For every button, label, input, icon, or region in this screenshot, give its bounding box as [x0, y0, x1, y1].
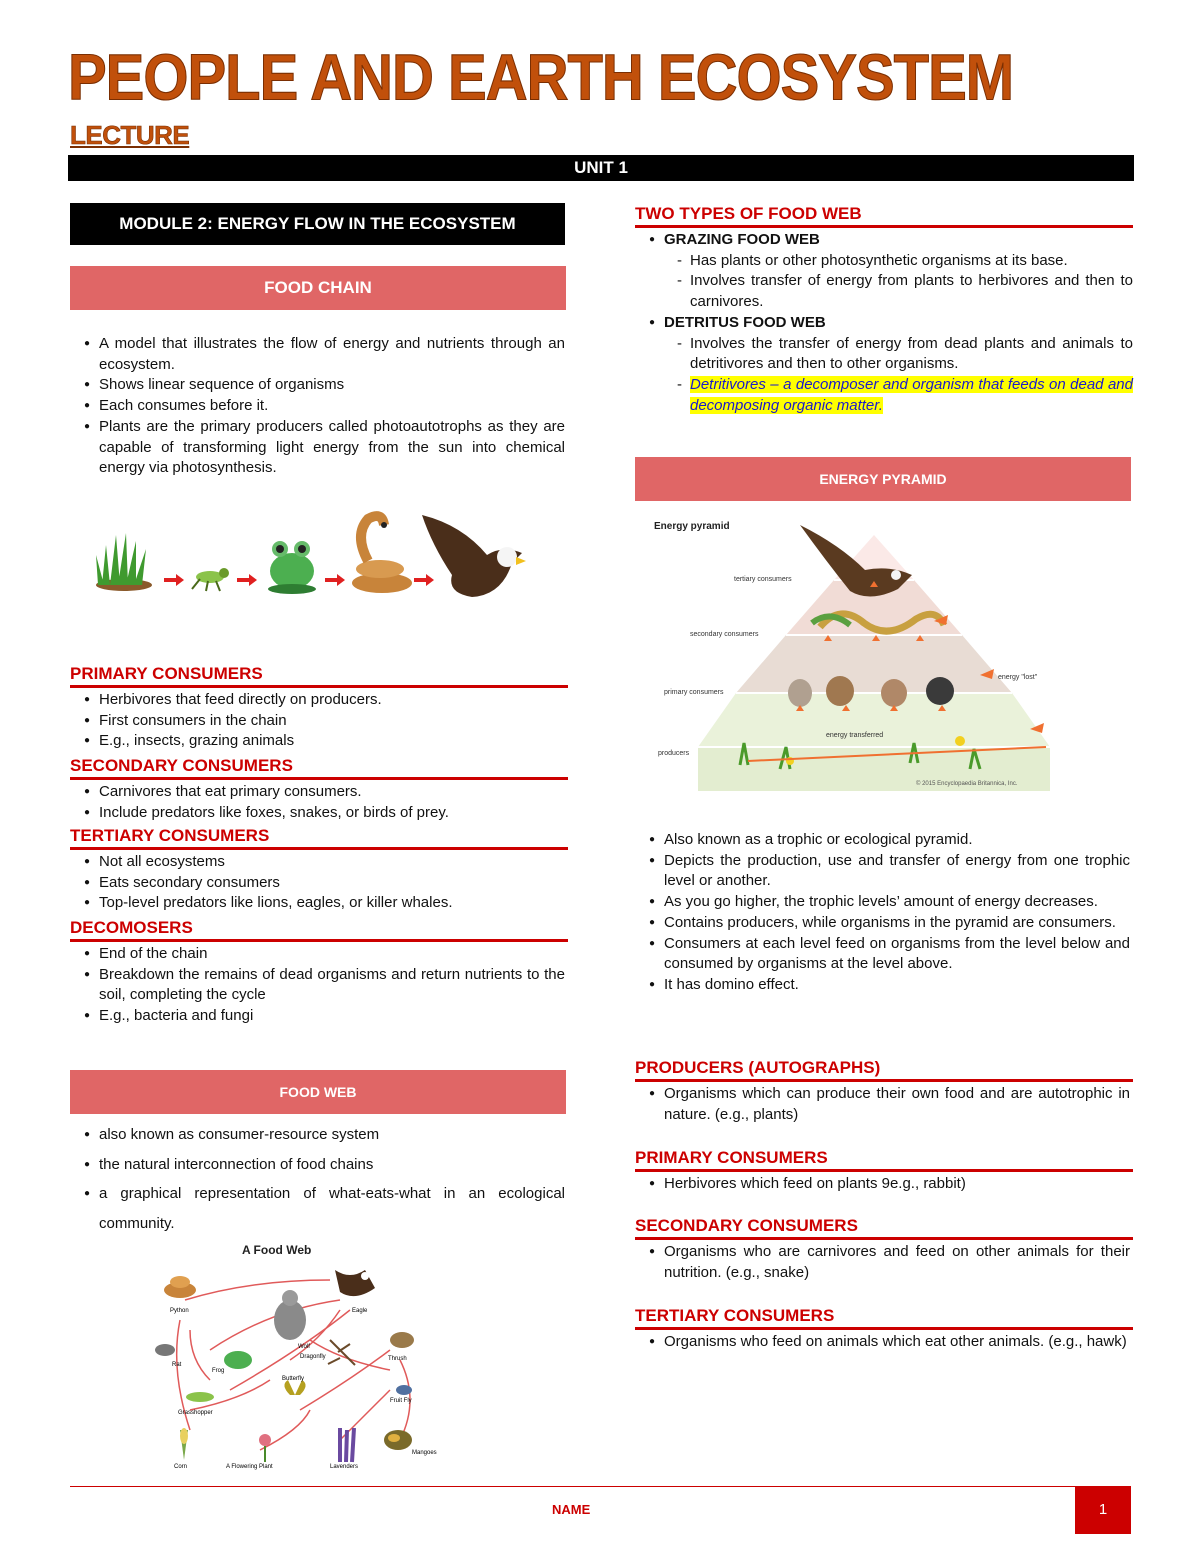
food-chain-list [70, 334, 565, 479]
footer-divider [70, 1486, 1130, 1487]
frog-icon [268, 541, 316, 594]
list-item: ● GRAZING FOOD WEB [635, 230, 1130, 251]
right-secondary-consumers-section [635, 1216, 1133, 1283]
unit-bar: UNIT 1 [68, 155, 1134, 181]
flowering-plant-icon [259, 1434, 271, 1462]
svg-text:© 2015 Encyclopaedia Britannic: © 2015 Encyclopaedia Britannica, Inc. [916, 781, 1018, 787]
list-item: ● A model that illustrates the flow of energy and nutrients through an ecosystem. [70, 334, 565, 375]
svg-text:energy transferred: energy transferred [826, 732, 884, 739]
svg-text:Thrush: Thrush [388, 1356, 407, 1362]
sub-item: - Has plants or other photosynthetic organisms at its base. [635, 251, 1133, 272]
sub-item: - Involves transfer of energy from plants to herbivores and then to carnivores. [635, 271, 1133, 312]
svg-text:secondary consumers: secondary consumers [690, 631, 759, 638]
list-item: ● Not all ecosystems [70, 852, 565, 873]
section-heading: SECONDARY CONSUMERS [635, 1216, 1133, 1240]
list-item: ● Organisms who feed on animals which eat other animals. (e.g., hawk) [635, 1332, 1130, 1353]
food-chain-illustration [92, 505, 532, 605]
svg-text:producers: producers [658, 750, 690, 757]
corn-icon [180, 1428, 188, 1460]
svg-text:primary consumers: primary consumers [664, 689, 724, 696]
svg-text:Python: Python [170, 1308, 189, 1314]
section-heading: PRODUCERS (AUTOGRAPHS) [635, 1058, 1133, 1082]
producers-section [635, 1058, 1133, 1125]
sub-item: - Involves the transfer of energy from dead plants and animals to detritivores and then to other organisms. [635, 334, 1133, 375]
list-item: ● It has domino effect. [635, 975, 1130, 996]
svg-text:Corn: Corn [174, 1464, 188, 1470]
list-item: ● Contains producers, while organisms in the pyramid are consumers. [635, 913, 1130, 934]
svg-text:Eagle: Eagle [352, 1308, 368, 1314]
section-heading: TERTIARY CONSUMERS [635, 1306, 1133, 1330]
footer-name: NAME [552, 1502, 591, 1517]
arrow-icon [325, 574, 345, 586]
list-item: ● Carnivores that eat primary consumers. [70, 782, 565, 803]
highlight-note: - Detritivores – a decomposer and organism that feeds on dead and decomposing organic matter. [635, 375, 1133, 416]
svg-text:Dragonfly: Dragonfly [300, 1354, 326, 1360]
primary-consumers-section [70, 664, 568, 752]
svg-text:Wolf: Wolf [298, 1344, 310, 1350]
svg-text:Energy pyramid: Energy pyramid [654, 521, 730, 532]
butterfly-icon [284, 1380, 305, 1395]
list-item: ● Each consumes before it. [70, 396, 565, 417]
list-item: ● the natural interconnection of food chains [70, 1150, 565, 1180]
document-title: PEOPLE AND EARTH ECOSYSTEM [68, 41, 1014, 114]
svg-text:A Flowering Plant: A Flowering Plant [226, 1464, 273, 1470]
svg-text:Grasshopper: Grasshopper [178, 1410, 213, 1416]
list-item: ● Eats secondary consumers [70, 873, 565, 894]
list-item: ● a graphical representation of what-eats-what in an ecological community. [70, 1179, 565, 1238]
list-item: ● also known as consumer-resource system [70, 1120, 565, 1150]
list-item: ● Top-level predators like lions, eagles, or killer whales. [70, 893, 565, 914]
section-heading: PRIMARY CONSUMERS [70, 664, 568, 688]
list-item: ● Herbivores that feed directly on producers. [70, 690, 565, 711]
snake-icon [352, 516, 412, 593]
list-item: ● E.g., insects, grazing animals [70, 731, 565, 752]
right-primary-consumers-section [635, 1148, 1133, 1195]
food-web-types-section [635, 204, 1133, 416]
arrow-icon [414, 574, 434, 586]
section-heading: TWO TYPES OF FOOD WEB [635, 204, 1133, 228]
list-item: ● End of the chain [70, 944, 565, 965]
svg-text:energy "lost": energy "lost" [998, 674, 1038, 681]
right-tertiary-consumers-section [635, 1306, 1133, 1353]
rat-icon [155, 1344, 175, 1356]
grasshopper-icon [186, 1392, 214, 1402]
svg-text:Butterfly: Butterfly [282, 1376, 305, 1382]
energy-pyramid-figure [650, 515, 1070, 795]
section-heading: TERTIARY CONSUMERS [70, 826, 568, 850]
grasshopper-icon [192, 568, 229, 591]
eagle-icon [335, 1270, 375, 1296]
eagle-icon [422, 515, 526, 597]
list-item: ● Depicts the production, use and transfer of energy from one trophic level or another. [635, 851, 1130, 892]
list-item: ● Breakdown the remains of dead organisms and return nutrients to the soil, completing the cycle [70, 965, 565, 1006]
list-item: ● Also known as a trophic or ecological pyramid. [635, 830, 1130, 851]
list-item: ● Herbivores which feed on plants 9e.g., rabbit) [635, 1174, 1130, 1195]
python-icon [164, 1276, 196, 1298]
grass-icon [96, 533, 152, 591]
list-item: ● Consumers at each level feed on organisms from the level below and consumed by organisms at the level above. [635, 934, 1130, 975]
wolf-icon [274, 1290, 306, 1340]
figure-title: A Food Web [242, 1243, 312, 1257]
tertiary-consumers-section [70, 826, 568, 914]
fruit-fly-icon [396, 1385, 412, 1395]
svg-text:Fruit Fly: Fruit Fly [390, 1398, 412, 1404]
food-web-list [70, 1120, 565, 1238]
svg-text:Lavenders: Lavenders [330, 1464, 359, 1470]
list-item: ● Include predators like foxes, snakes, or birds of prey. [70, 803, 565, 824]
list-item: ● Organisms who are carnivores and feed on other animals for their nutrition. (e.g., snake) [635, 1242, 1130, 1283]
arrow-icon [164, 574, 184, 586]
food-chain-heading: FOOD CHAIN [70, 266, 566, 310]
lavender-icon [340, 1428, 354, 1462]
document-subtitle: LECTURE [70, 120, 190, 150]
page-number: 1 [1075, 1486, 1131, 1534]
list-item: ● Organisms which can produce their own food and are autotrophic in nature. (e.g., plants) [635, 1084, 1130, 1125]
svg-text:Rat: Rat [172, 1362, 182, 1368]
energy-pyramid-heading: ENERGY PYRAMID [635, 457, 1131, 501]
secondary-consumers-section [70, 756, 568, 823]
list-item: ● E.g., bacteria and fungi [70, 1006, 565, 1027]
section-heading: PRIMARY CONSUMERS [635, 1148, 1133, 1172]
energy-pyramid-list [635, 830, 1130, 996]
food-web-heading: FOOD WEB [70, 1070, 566, 1114]
frog-icon [224, 1351, 252, 1369]
list-item: ● As you go higher, the trophic levels’ amount of energy decreases. [635, 892, 1130, 913]
mango-icon [384, 1430, 412, 1450]
list-item: ● DETRITUS FOOD WEB [635, 313, 1130, 334]
section-heading: SECONDARY CONSUMERS [70, 756, 568, 780]
list-item: ● Plants are the primary producers called photoautotrophs as they are capable of transforming light energy from the sun into chemical energy via photosynthesis. [70, 417, 565, 479]
food-web-figure [150, 1240, 450, 1472]
module-title: MODULE 2: ENERGY FLOW IN THE ECOSYSTEM [70, 203, 565, 245]
svg-text:Mangoes: Mangoes [412, 1450, 437, 1456]
list-item: ● Shows linear sequence of organisms [70, 375, 565, 396]
thrush-icon [390, 1332, 414, 1348]
svg-text:tertiary consumers: tertiary consumers [734, 576, 792, 583]
svg-text:Frog: Frog [212, 1368, 225, 1374]
list-item: ● First consumers in the chain [70, 711, 565, 732]
section-heading: DECOMOSERS [70, 918, 568, 942]
decomposers-section [70, 918, 568, 1027]
arrow-icon [237, 574, 257, 586]
